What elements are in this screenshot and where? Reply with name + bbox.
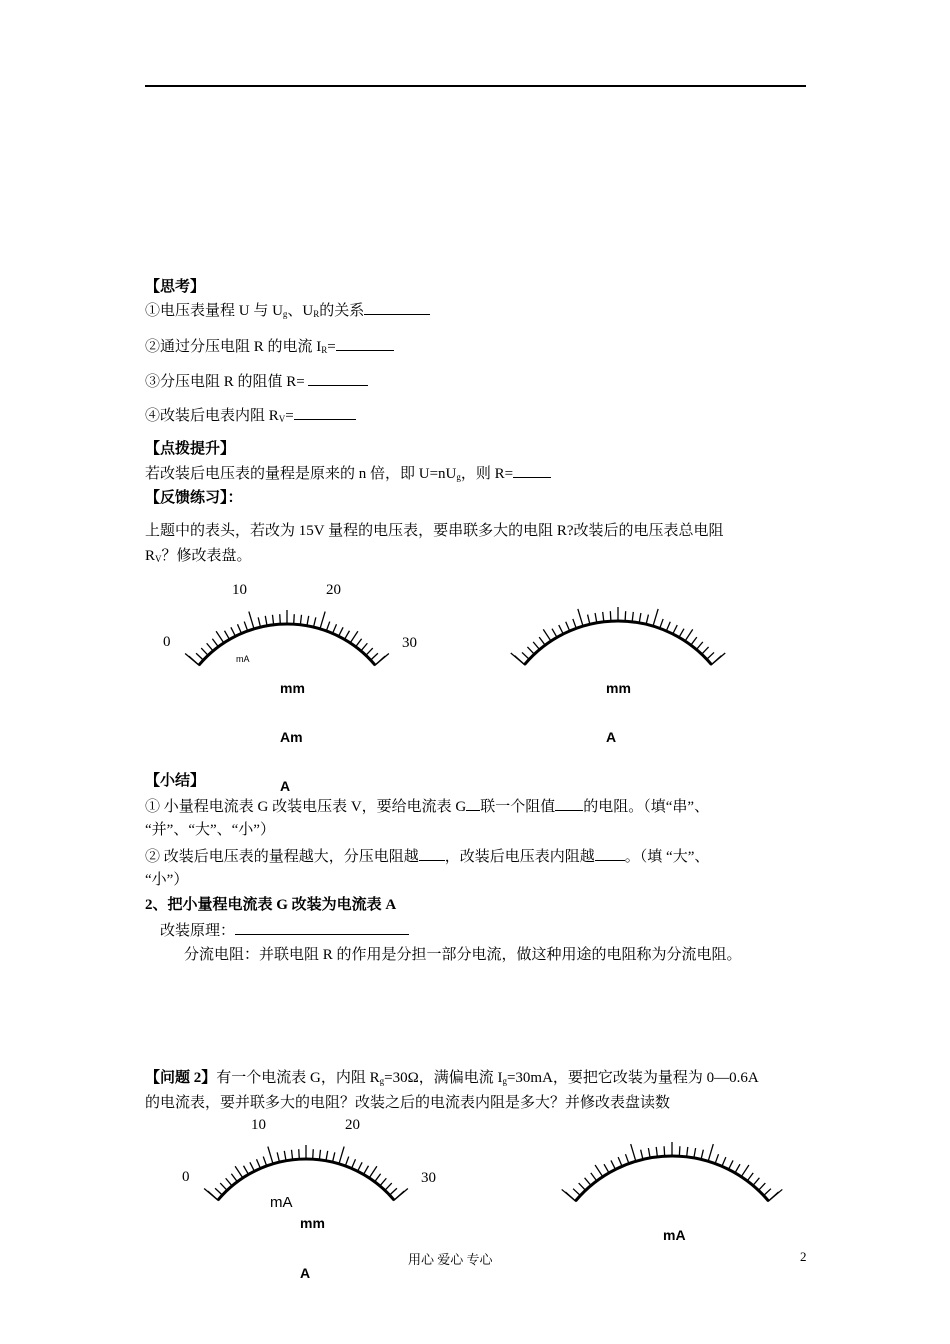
dial-tick — [299, 1149, 300, 1160]
tip-text: 若改装后电压表的量程是原来的 n 倍，即 $U=nU_g$，则 R= — [145, 463, 551, 487]
think-q3: ③分压电阻 R 的阻值 R= — [145, 371, 368, 392]
feedback-line1: 上题中的表头，若改为 15V 量程的电压表，要串联多大的电阻 R?改装后的电压表总电阻 — [145, 523, 724, 539]
dial-unit-label: A — [606, 729, 617, 745]
dial-tick — [360, 643, 367, 651]
summary-heading: 【小结】 — [145, 773, 206, 789]
dial-tick — [522, 652, 530, 660]
dial-tick — [735, 1164, 741, 1174]
meter-dial-left-1 — [175, 595, 435, 675]
summary-s1: ① 小量程电流表 G 改装电压表 V，要给电流表 G 联一个阻值 的电阻。（填“串”、 — [145, 796, 709, 817]
dial-end-tick — [711, 656, 721, 665]
problem2-line1: 【问题 2】有一个电流表 G，内阻 $R_g=30\Omega$，满偏电流 $I_g=30mA$，要把它改装为量程为 0—0.6A — [145, 1070, 759, 1086]
dial-arc — [218, 1159, 394, 1200]
footer-motto: 用心 爱心 专心 — [408, 1252, 493, 1267]
dial-tick — [215, 1188, 223, 1196]
dial-tick — [384, 1183, 392, 1191]
dial-unit-small: mA — [236, 654, 250, 664]
dial-tick — [225, 631, 231, 641]
dial-label-0: 0 — [163, 634, 171, 650]
dial-tick — [604, 1164, 610, 1174]
dial-tick — [370, 653, 378, 661]
dial-tick — [369, 1166, 377, 1179]
dial-tick — [220, 1183, 228, 1191]
dial-tick — [585, 1178, 592, 1186]
answer-blank[interactable] — [294, 405, 356, 420]
dial-unit-label: mA — [270, 1194, 293, 1211]
page-number: 2 — [800, 1249, 807, 1264]
dial-tick — [355, 639, 362, 648]
summary-s1-cont: “并”、“大”、“小”） — [145, 822, 275, 838]
dial-tick — [591, 1173, 598, 1182]
dial-unit-label: mm — [300, 1215, 325, 1231]
meter-dial-right-2 — [545, 1132, 805, 1212]
dial-label-10: 10 — [232, 582, 247, 598]
feedback-heading: 【反馈练习】： — [145, 490, 243, 506]
problem2-line2: 的电流表，要并联多大的电阻？改装之后的电流表内阻是多大？并修改表盘读数 — [145, 1095, 671, 1111]
dial-tick — [752, 1178, 759, 1186]
think-q4: ④改装后电表内阻 $R_V=$ — [145, 405, 356, 429]
dial-end-tick — [375, 656, 385, 665]
feedback-line2: $R_V$？修改表盘。 — [145, 548, 252, 564]
dial-tick — [374, 1174, 381, 1183]
answer-blank[interactable] — [419, 846, 445, 861]
dial-label-30: 30 — [421, 1170, 436, 1186]
dial-tick — [249, 612, 254, 630]
dial-tick — [244, 1166, 250, 1176]
dial-tick — [226, 1178, 233, 1186]
dial-tick — [706, 652, 714, 660]
dial-label-10: 10 — [251, 1117, 266, 1133]
dial-end-tick — [394, 1191, 404, 1200]
dial-unit-label: A — [280, 778, 291, 794]
dial-unit-label: mA — [663, 1227, 686, 1243]
dial-tick — [527, 647, 535, 655]
dial-tick — [313, 1149, 314, 1160]
tip-heading: 【点拨提升】 — [145, 441, 236, 457]
dial-end-tick — [189, 656, 199, 665]
answer-blank[interactable] — [308, 371, 368, 386]
dial-tick — [595, 1165, 603, 1178]
dial-tick — [350, 631, 358, 644]
dial-ticks — [185, 610, 389, 666]
dial-arc — [199, 624, 375, 665]
answer-blank[interactable] — [336, 336, 394, 351]
dial-tick — [294, 614, 295, 625]
dial-tick — [578, 609, 583, 627]
dial-tick — [543, 629, 551, 642]
dial-tick — [747, 1173, 754, 1182]
dial-tick — [344, 631, 350, 641]
answer-blank[interactable] — [595, 846, 625, 861]
dial-tick — [579, 1183, 587, 1191]
dial-tick — [196, 653, 204, 661]
dial-tick — [679, 1146, 680, 1157]
dial-label-20: 20 — [345, 1117, 360, 1133]
dial-tick — [207, 643, 214, 651]
dial-tick — [741, 1165, 749, 1178]
dial-tick — [212, 639, 219, 648]
dial-tick — [696, 642, 703, 650]
answer-blank[interactable] — [555, 796, 583, 811]
answer-blank[interactable] — [513, 463, 551, 478]
section2-shunt: 分流电阻：并联电阻 R 的作用是分担一部分电流，做这种用途的电阻称为分流电阻。 — [184, 947, 742, 963]
answer-blank[interactable] — [466, 796, 480, 811]
dial-arc — [575, 1156, 768, 1201]
summary-s2-cont: “小”） — [145, 872, 189, 888]
dial-tick — [339, 1147, 344, 1165]
dial-tick — [533, 642, 540, 650]
dial-tick — [268, 1147, 273, 1165]
dial-tick — [708, 1144, 713, 1162]
dial-tick — [625, 611, 626, 622]
dial-tick — [320, 612, 325, 630]
dial-tick — [763, 1189, 771, 1197]
dial-unit-label: mm — [280, 680, 305, 696]
dial-tick — [610, 611, 611, 622]
dial-unit-label: Am — [280, 729, 303, 745]
dial-end-tick — [769, 1192, 779, 1201]
dial-tick — [690, 637, 697, 646]
meter-dial-left-2 — [194, 1130, 454, 1210]
dial-tick — [379, 1178, 386, 1186]
dial-tick — [389, 1188, 397, 1196]
summary-s2: ② 改装后电压表的量程越大，分压电阻越 ，改装后电压表内阻越 。（填 “大”、 — [145, 846, 709, 867]
dial-tick — [679, 629, 685, 639]
dial-tick — [664, 1146, 665, 1157]
dial-label-20: 20 — [326, 582, 341, 598]
dial-tick — [539, 637, 546, 646]
meter-dial-right-1 — [500, 595, 760, 675]
dial-tick — [631, 1144, 636, 1162]
header-rule — [145, 85, 806, 87]
think-q2: ②通过分压电阻 R 的电流 $I_R=$ — [145, 336, 394, 360]
section2-title: 2、把小量程电流表 G 改装为电流表 A — [145, 897, 397, 913]
dial-tick — [684, 629, 692, 642]
dial-tick — [552, 629, 558, 639]
answer-blank[interactable] — [364, 300, 430, 315]
dial-tick — [231, 1174, 238, 1183]
dial-tick — [758, 1183, 766, 1191]
dial-tick — [216, 631, 224, 644]
dial-unit-label: mm — [606, 680, 631, 696]
dial-label-30: 30 — [402, 635, 417, 651]
dial-unit-label: A — [300, 1265, 311, 1281]
dial-tick — [365, 648, 373, 656]
dial-tick — [201, 648, 209, 656]
answer-blank[interactable] — [235, 920, 409, 935]
dial-tick — [573, 1189, 581, 1197]
dial-arc — [525, 621, 712, 665]
section2-principle: 改装原理： — [160, 920, 409, 941]
dial-tick — [653, 609, 658, 627]
dial-tick — [235, 1166, 243, 1179]
think-heading: 【思考】 — [145, 279, 206, 295]
dial-end-tick — [208, 1191, 218, 1200]
think-q1: ①电压表量程 U 与 $U_g$、$U_R$的关系 — [145, 300, 430, 324]
dial-tick — [701, 647, 709, 655]
dial-tick — [363, 1166, 369, 1176]
dial-tick — [280, 614, 281, 625]
dial-end-tick — [565, 1192, 575, 1201]
dial-end-tick — [515, 656, 525, 665]
dial-label-0: 0 — [182, 1169, 190, 1185]
